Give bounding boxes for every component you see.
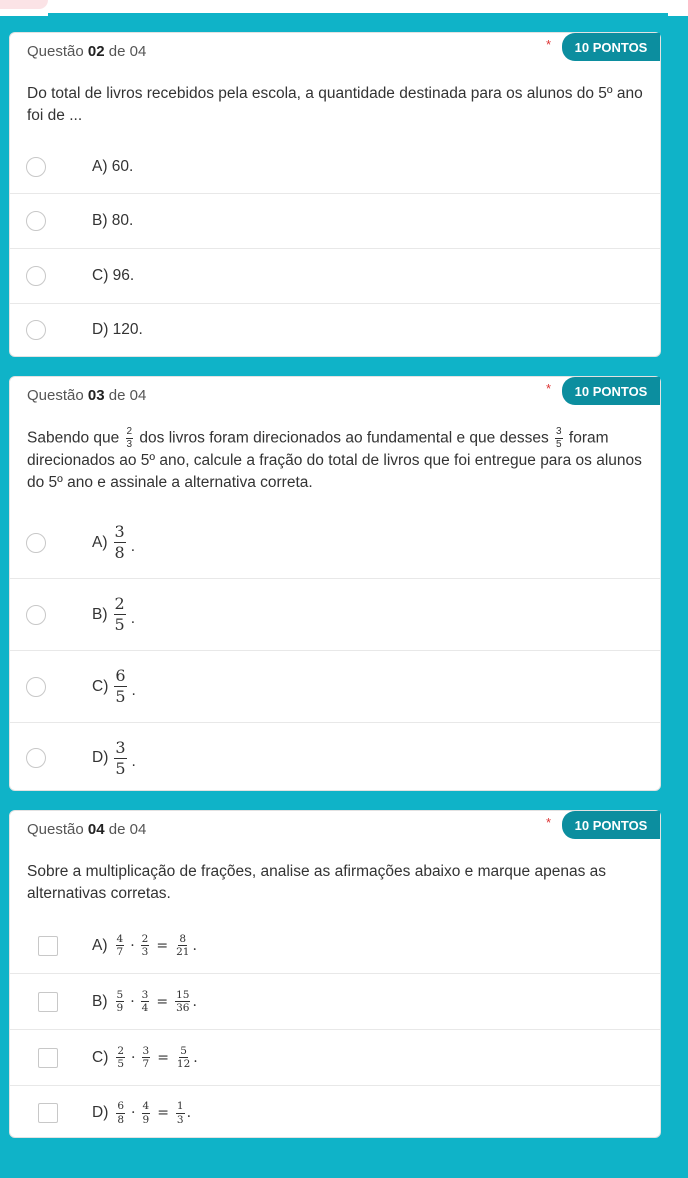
option-b[interactable] <box>10 194 660 249</box>
option-d[interactable] <box>10 304 660 356</box>
fraction: $\frac{2}{3}$ <box>126 426 133 450</box>
option-label: D) $\frac{6}{8}$ · $\frac{4}{9}$ = $\frac{1}{3}$ . <box>92 1100 192 1126</box>
radio-button[interactable] <box>26 605 46 625</box>
question-header <box>10 377 660 427</box>
option-label: B) 80. <box>92 212 134 229</box>
required-star: * <box>546 381 552 396</box>
question-number: Questão 02 de 04 <box>27 43 147 60</box>
question-header <box>10 33 660 83</box>
question-text: Sabendo que $\frac{2}{3}$ dos livros foram direcionados ao fundamental e que desses $\frac{3}{5}$ foram direcionados ao 5º ano, calcule a fração do total de livros que foi entregue para os alunos do 5º ano e assinale a alternativa correta. <box>27 426 642 491</box>
option-c[interactable] <box>10 249 660 304</box>
question-card-04 <box>9 810 661 1138</box>
radio-button[interactable] <box>26 266 46 286</box>
required-star: * <box>546 37 552 52</box>
option-c[interactable] <box>10 1030 660 1086</box>
option-d[interactable] <box>10 1086 660 1140</box>
option-label: D) $\frac{3}{5}$ . <box>92 737 136 778</box>
options-list <box>10 918 660 1140</box>
option-label: B) $\frac{2}{5}$ . <box>92 594 135 634</box>
question-card-03 <box>9 376 661 791</box>
expression: $\frac{5}{9}$ · $\frac{3}{4}$ = $\frac{15}{36}$ . <box>116 988 197 1014</box>
top-tab <box>0 0 48 9</box>
options-list <box>10 141 660 356</box>
expression: $\frac{6}{8}$ · $\frac{4}{9}$ = $\frac{1}{3}$ . <box>117 1100 192 1126</box>
radio-button[interactable] <box>26 157 46 177</box>
option-label: A) $\frac{3}{8}$ . <box>92 522 135 562</box>
fraction: $\frac{6}{5}$ <box>115 666 126 706</box>
required-star: * <box>546 815 552 830</box>
option-c[interactable] <box>10 651 660 723</box>
question-number: Questão 04 de 04 <box>27 821 147 838</box>
checkbox[interactable] <box>38 1048 58 1068</box>
checkbox[interactable] <box>38 936 58 956</box>
fraction: $\frac{2}{5}$ <box>114 594 125 634</box>
option-label: C) 96. <box>92 267 135 284</box>
option-a[interactable] <box>10 918 660 974</box>
radio-button[interactable] <box>26 211 46 231</box>
radio-button[interactable] <box>26 677 46 697</box>
checkbox[interactable] <box>38 992 58 1012</box>
expression: $\frac{2}{5}$ · $\frac{3}{7}$ = $\frac{5}{12}$ . <box>117 1044 198 1070</box>
option-d[interactable] <box>10 723 660 793</box>
radio-button[interactable] <box>26 748 46 768</box>
question-text: Sobre a multiplicação de frações, analise as afirmações abaixo e marque apenas as alternativas corretas. <box>27 863 606 902</box>
question-card-02 <box>9 32 661 357</box>
fraction: $\frac{3}{8}$ <box>114 522 125 562</box>
checkbox[interactable] <box>38 1103 58 1123</box>
option-label: D) 120. <box>92 321 143 338</box>
option-b[interactable] <box>10 579 660 651</box>
option-a[interactable] <box>10 507 660 579</box>
top-divider <box>48 13 668 16</box>
fraction: $\frac{3}{5}$ <box>556 426 562 450</box>
option-label: A) 60. <box>92 158 134 175</box>
question-text: Do total de livros recebidos pela escola, a quantidade destinada para os alunos do 5º ano foi de ... <box>27 85 643 124</box>
top-bar <box>0 0 688 16</box>
radio-button[interactable] <box>26 320 46 340</box>
points-badge: 10 PONTOS <box>562 811 660 839</box>
fraction: $\frac{3}{5}$ <box>115 737 126 778</box>
option-a[interactable] <box>10 141 660 194</box>
option-b[interactable] <box>10 974 660 1030</box>
option-label: C) $\frac{6}{5}$ . <box>92 666 136 706</box>
radio-button[interactable] <box>26 533 46 553</box>
question-header <box>10 811 660 861</box>
option-label: B) $\frac{5}{9}$ · $\frac{3}{4}$ = $\frac{15}{36}$ . <box>92 988 197 1014</box>
option-label: C) $\frac{2}{5}$ · $\frac{3}{7}$ = $\frac{5}{12}$ . <box>92 1044 198 1070</box>
points-badge: 10 PONTOS <box>562 33 660 61</box>
points-badge: 10 PONTOS <box>562 377 660 405</box>
question-number: Questão 03 de 04 <box>27 387 147 404</box>
options-list <box>10 507 660 793</box>
expression: $\frac{4}{7}$ · $\frac{2}{3}$ = $\frac{8}{21}$ . <box>116 932 197 958</box>
option-label: A) $\frac{4}{7}$ · $\frac{2}{3}$ = $\frac{8}{21}$ . <box>92 932 197 958</box>
